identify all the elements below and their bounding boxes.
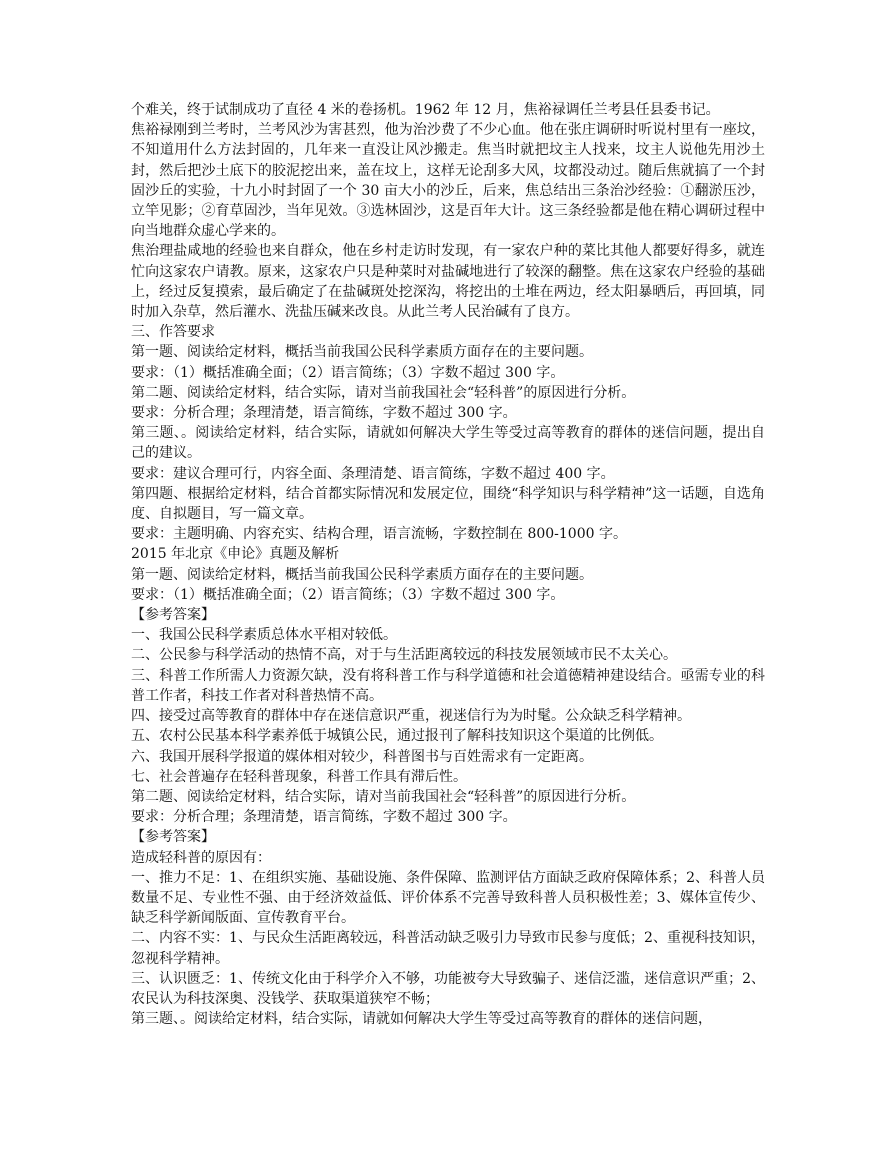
- paragraph: 焦治理盐咸地的经验也来自群众，他在乡村走访时发现，有一家农户种的菜比其他人都要好得多，就连忙向这家农户请教。原来，这家农户只是种菜时对盐碱地进行了较深的翻整。焦在这家农户经验的基础上，经过反复摸索，最后确定了在盐碱斑处挖深沟，将挖出的土堆在两边，经太阳暴晒后，再回填，同时加入杂草，然后灌水、洗盐压碱来改良。从此兰考人民治碱有了良方。: [131, 243, 765, 321]
- answer-item: 一、我国公民科学素质总体水平相对较低。: [131, 627, 397, 644]
- requirement: 要求：建议合理可行，内容全面、条理清楚、语言简练，字数不超过 400 字。: [131, 465, 615, 482]
- question: 第三题、。阅读给定材料，结合实际，请就如何解决大学生等受过高等教育的群体的迷信问题，: [131, 1011, 712, 1028]
- question: 第一题、阅读给定材料，概括当前我国公民科学素质方面存在的主要问题。: [131, 344, 593, 361]
- answer-item: 六、我国开展科学报道的媒体相对较少，科普图书与百姓需求有一定距离。: [131, 748, 593, 765]
- question: 第三题、。阅读给定材料，结合实际，请就如何解决大学生等受过高等教育的群体的迷信问题，提出自己的建议。: [131, 425, 765, 462]
- question: 第二题、阅读给定材料，结合实际，请对当前我国社会“轻科普”的原因进行分析。: [131, 384, 636, 401]
- answer-heading: 【参考答案】: [131, 829, 215, 846]
- answer-item: 三、认识匮乏：1、传统文化由于科学介入不够，功能被夸大导致骗子、迷信泛滥，迷信意识严重；2、农民认为科技深奥、没钱学、获取渠道狭窄不畅；: [131, 970, 765, 1007]
- question: 第四题、根据给定材料，结合首都实际情况和发展定位，围绕“科学知识与科学精神”这一话题，自选角度、自拟题目，写一篇文章。: [131, 485, 765, 523]
- paragraph: 焦裕禄刚到兰考时，兰考风沙为害甚烈，他为治沙费了不少心血。他在张庄调研时听说村里有一座坟，不知道用什么方法封固的，几年来一直没让风沙搬走。焦当时就把坟主人找来，坟主人说他先用沙土封，然后把沙土底下的胶泥挖出来，盖在坟上，这样无论刮多大风，坟都没动过。随后焦就搞了一个封固沙丘的实验，十九小时封固了一个 30 亩大小的沙丘，后来，焦总结出三条治沙经验：①翻淤压沙，立竿见影；②育草固沙，当年见效。③选林固沙，这是百年大计。这三条经验都是他在精心调研过程中向当地群众虚心学来的。: [131, 122, 765, 240]
- requirement: 要求：（1）概括准确全面；（2）语言简练；（3）字数不超过 300 字。: [131, 364, 565, 381]
- answer-item: 一、推力不足：1、在组织实施、基础设施、条件保障、监测评估方面缺乏政府保障体系；2、科普人员数量不足、专业性不强、由于经济效益低、评价体系不完善导致科普人员积极性差；3、媒体宣传少、缺乏科学新闻版面、宣传教育平台。: [131, 869, 765, 927]
- document-body: [131, 100, 765, 1029]
- answer-item: 四、接受过高等教育的群体中存在迷信意识严重，视迷信行为为时髦。公众缺乏科学精神。: [131, 708, 691, 725]
- requirement: 要求：主题明确、内容充实、结构合理，语言流畅，字数控制在 800-1000 字。: [131, 526, 627, 543]
- answer-item: 七、社会普遍存在轻科普现象，科普工作具有滞后性。: [131, 768, 467, 785]
- question: 第一题、阅读给定材料，概括当前我国公民科学素质方面存在的主要问题。: [131, 566, 593, 583]
- answer-item: 三、科普工作所需人力资源欠缺，没有将科普工作与科学道德和社会道德精神建设结合。亟需专业的科普工作者，科技工作者对科普热情不高。: [131, 667, 765, 704]
- answer-item: 五、农村公民基本科学素养低于城镇公民，通过报刊了解科技知识这个渠道的比例低。: [131, 728, 663, 745]
- requirement: 要求：分析合理；条理清楚，语言简练，字数不超过 300 字。: [131, 405, 517, 422]
- section-heading: 2015 年北京《申论》真题及解析: [131, 546, 340, 563]
- answer-item: 二、公民参与科学活动的热情不高，对于与生活距离较远的科技发展领域市民不太关心。: [131, 647, 677, 664]
- answer-intro: 造成轻科普的原因有：: [131, 849, 271, 866]
- paragraph: 个难关，终于试制成功了直径 4 米的卷扬机。1962 年 12 月，焦裕禄调任兰考县任县委书记。: [131, 102, 720, 118]
- requirement: 要求：分析合理；条理清楚，语言简练，字数不超过 300 字。: [131, 809, 517, 826]
- question: 第二题、阅读给定材料，结合实际，请对当前我国社会“轻科普”的原因进行分析。: [131, 788, 636, 805]
- answer-heading: 【参考答案】: [131, 607, 215, 624]
- answer-item: 二、内容不实：1、与民众生活距离较远，科普活动缺乏吸引力导致市民参与度低；2、重视科技知识，忽视科学精神。: [131, 930, 765, 967]
- section-heading: 三、作答要求: [131, 324, 215, 341]
- requirement: 要求：（1）概括准确全面；（2）语言简练；（3）字数不超过 300 字。: [131, 586, 565, 603]
